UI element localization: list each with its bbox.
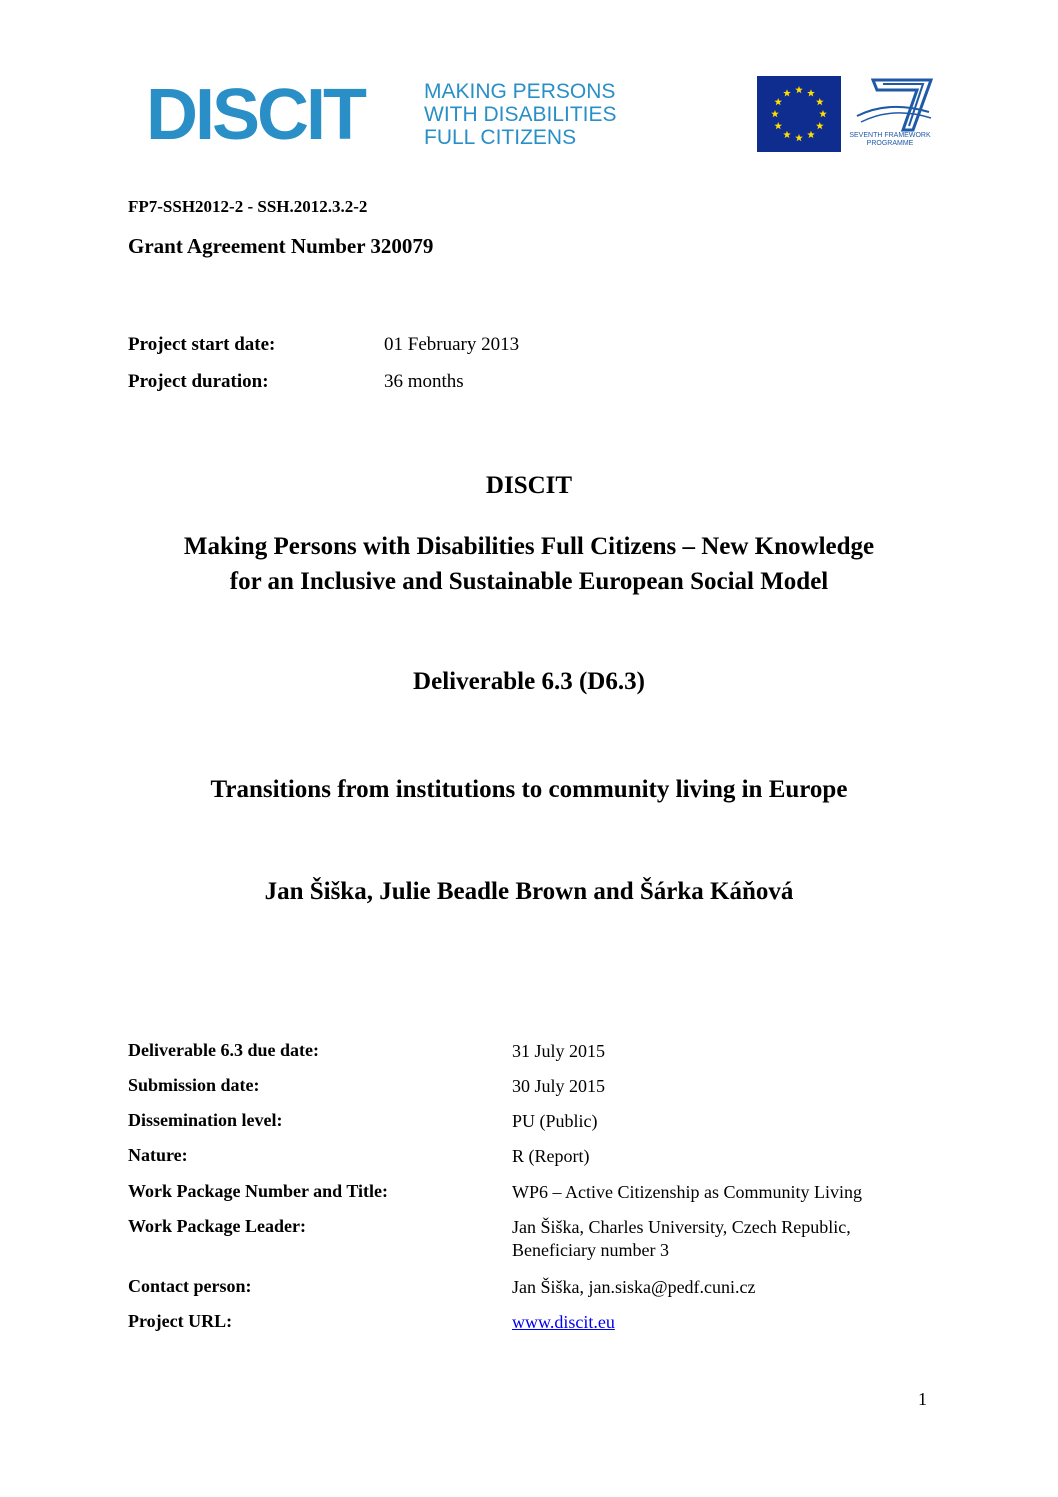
discit-wordmark: DISCIT [146,75,365,155]
deliverable-title: Deliverable 6.3 (D6.3) [413,668,645,695]
project-duration-value: 36 months [384,371,464,392]
contact-person-label: Contact person: [128,1276,252,1296]
discit-logo [146,75,626,155]
tagline-line-1: MAKING PERSONS [424,80,616,103]
submission-date-label: Submission date: [128,1075,260,1095]
subtitle-line-1: Making Persons with Disabilities Full Citizens – New Knowledge [183,533,875,560]
project-url-label: Project URL: [128,1311,233,1331]
eu-flag-icon [757,76,841,152]
submission-date-value: 30 July 2015 [512,1076,606,1096]
project-start-label: Project start date: [128,334,276,355]
grant-agreement: Grant Agreement Number 320079 [128,234,434,258]
fp7-text-line-2: PROGRAMME [866,140,914,147]
project-subtitle [0,529,1058,599]
leader-line-1: Jan Šiška, Charles University, Czech Republic, [512,1217,851,1237]
fp7-text-line-1: SEVENTH FRAMEWORK [849,132,931,139]
due-date-value: 31 July 2015 [512,1041,606,1061]
dissemination-level-label: Dissemination level: [128,1110,283,1130]
nature-value: R (Report) [512,1146,590,1166]
due-date-label: Deliverable 6.3 due date: [128,1040,319,1060]
project-duration-label: Project duration: [128,371,269,392]
project-start-value: 01 February 2013 [384,334,520,355]
tagline-line-3: FULL CITIZENS [424,126,577,149]
page-number: 1 [918,1389,927,1409]
leader-line-2: Beneficiary number 3 [512,1240,669,1260]
report-title: Transitions from institutions to community living in Europe [210,776,848,803]
fp7-text [845,132,935,148]
fp7-logo [843,76,935,152]
work-package-title-value: WP6 – Active Citizenship as Community Living [512,1182,862,1202]
contact-person-value: Jan Šiška, jan.siska@pedf.cuni.cz [512,1277,756,1297]
nature-label: Nature: [128,1145,188,1165]
fp7-seven-icon [843,76,935,132]
authors: Jan Šiška, Julie Beadle Brown and Šárka Káňová [264,878,794,905]
work-package-title-label: Work Package Number and Title: [128,1181,389,1201]
subtitle-line-2: for an Inclusive and Sustainable European Social Model [229,568,829,595]
project-url-link[interactable]: www.discit.eu [512,1312,615,1332]
dissemination-level-value: PU (Public) [512,1111,598,1131]
discit-tagline [424,80,617,149]
work-package-leader-value [512,1216,851,1262]
project-acronym: DISCIT [485,472,573,499]
call-identifier: FP7-SSH2012-2 - SSH.2012.3.2-2 [128,197,368,216]
tagline-line-2: WITH DISABILITIES [424,103,617,126]
work-package-leader-label: Work Package Leader: [128,1216,306,1236]
